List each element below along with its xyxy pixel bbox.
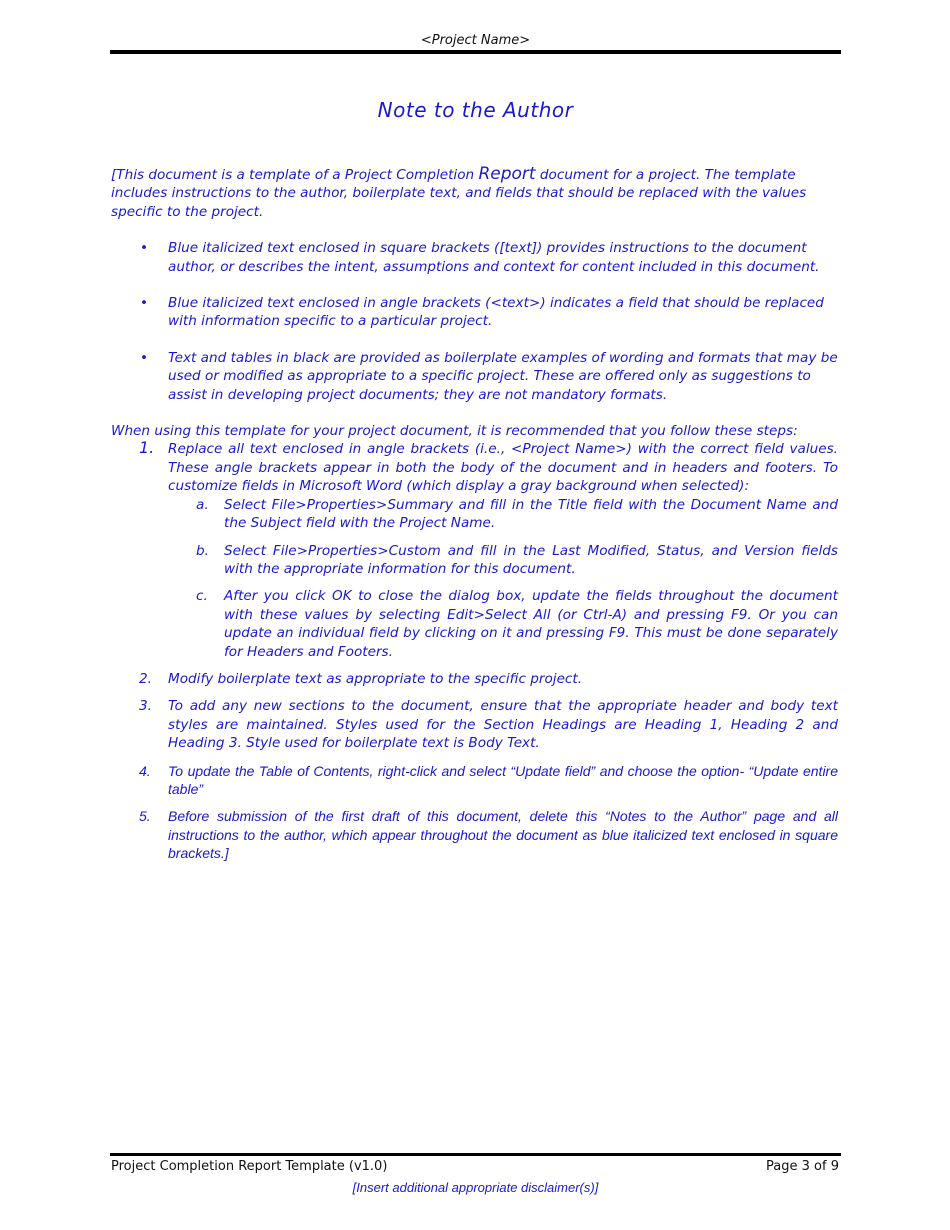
step-number: 4. — [139, 762, 151, 779]
substep-item — [168, 542, 838, 579]
step-number: 2. — [139, 670, 152, 687]
substep-item — [168, 496, 838, 533]
bullet-item — [111, 239, 838, 276]
bullet-text: Blue italicized text enclosed in angle brackets (<text>) indicates a field that should be replaced with information specific to a particular project. — [168, 295, 824, 330]
step-text: Modify boilerplate text as appropriate to the specific project. — [168, 670, 583, 687]
intro-text-2: document for a project. The template includes instructions to the author, boilerplate text, and fields that should be replaced with the values specific to the project. — [111, 167, 807, 220]
step-item — [111, 762, 838, 799]
step-item — [111, 670, 838, 688]
bullet-item — [111, 349, 838, 404]
bullet-dot-icon: • — [140, 240, 149, 257]
step-text: Before submission of the first draft of this document, delete this “Notes to the Author” page and all instructions to the author, which appear throughout the document as blue italicized text enclosed in square brackets.] — [168, 808, 838, 862]
step-text: To update the Table of Contents, right-click and select “Update field” and choose the option- “Update entire table” — [168, 762, 838, 797]
substep-item — [168, 587, 838, 661]
steps-intro: When using this template for your project document, it is recommended that you follow these steps: — [111, 423, 798, 440]
steps-list — [111, 440, 838, 862]
document-body — [111, 165, 838, 872]
footer-template-name: Project Completion Report Template (v1.0) — [111, 1159, 388, 1174]
footer-page-number: Page 3 of 9 — [766, 1159, 839, 1174]
substep-letter: a. — [196, 496, 209, 513]
step-item — [111, 440, 838, 660]
bullet-dot-icon: • — [140, 295, 149, 312]
step-number: 3. — [139, 698, 152, 715]
footer-rule — [110, 1153, 841, 1156]
step-number: 1. — [139, 438, 155, 458]
bullet-text: Text and tables in black are provided as boilerplate examples of wording and formats that may be used or modified as appropriate to a specific project. These are offered only as suggestions to assist in developing project documents; they are not mandatory formats. — [168, 349, 838, 403]
bullet-item — [111, 294, 838, 331]
substep-letter: b. — [196, 542, 209, 559]
bullet-dot-icon: • — [140, 349, 149, 366]
substep-text: Select File>Properties>Custom and fill in the Last Modified, Status, and Version fields with the appropriate information for this document. — [224, 542, 838, 577]
bullet-text: Blue italicized text enclosed in square brackets ([text]) provides instructions to the document author, or describes the intent, assumptions and context for content included in this document. — [168, 240, 820, 275]
instruction-bullets — [111, 239, 838, 404]
step-item — [111, 807, 838, 862]
header-project-name: <Project Name> — [420, 33, 531, 48]
intro-text-1: [This document is a template of a Project Completion — [111, 167, 479, 183]
substep-letter: c. — [196, 588, 208, 605]
step-text: Replace all text enclosed in angle brackets (i.e., <Project Name>) with the correct field values. These angle brackets appear in both the body of the document and in headers and footers. To customize fields in Microsoft Word (which display a gray background when selected): — [168, 441, 838, 495]
substep-text: After you click OK to close the dialog box, update the fields throughout the document with these values by selecting Edit>Select All (or Ctrl-A) and pressing F9. Or you can update an individual field by clicking on it and pressing F9. This must be done separately for Headers and Footers. — [224, 588, 838, 660]
intro-paragraph — [111, 165, 838, 221]
step-text: To add any new sections to the document, ensure that the appropriate header and body text styles are maintained. Styles used for the Section Headings are Heading 1, Heading 2 and Heading 3. Style used for boilerplate text is Body Text. — [168, 698, 838, 752]
substeps-list — [168, 496, 838, 661]
footer-disclaimer: [Insert additional appropriate disclaimer(s)] — [352, 1180, 599, 1195]
step-number: 5. — [139, 808, 151, 825]
header-rule — [110, 50, 841, 54]
intro-report-word: Report — [478, 164, 536, 184]
substep-text: Select File>Properties>Summary and fill in the Title field with the Document Name and the Subject field with the Project Name. — [224, 496, 838, 532]
step-item — [111, 697, 838, 752]
page-title: Note to the Author — [377, 98, 574, 122]
